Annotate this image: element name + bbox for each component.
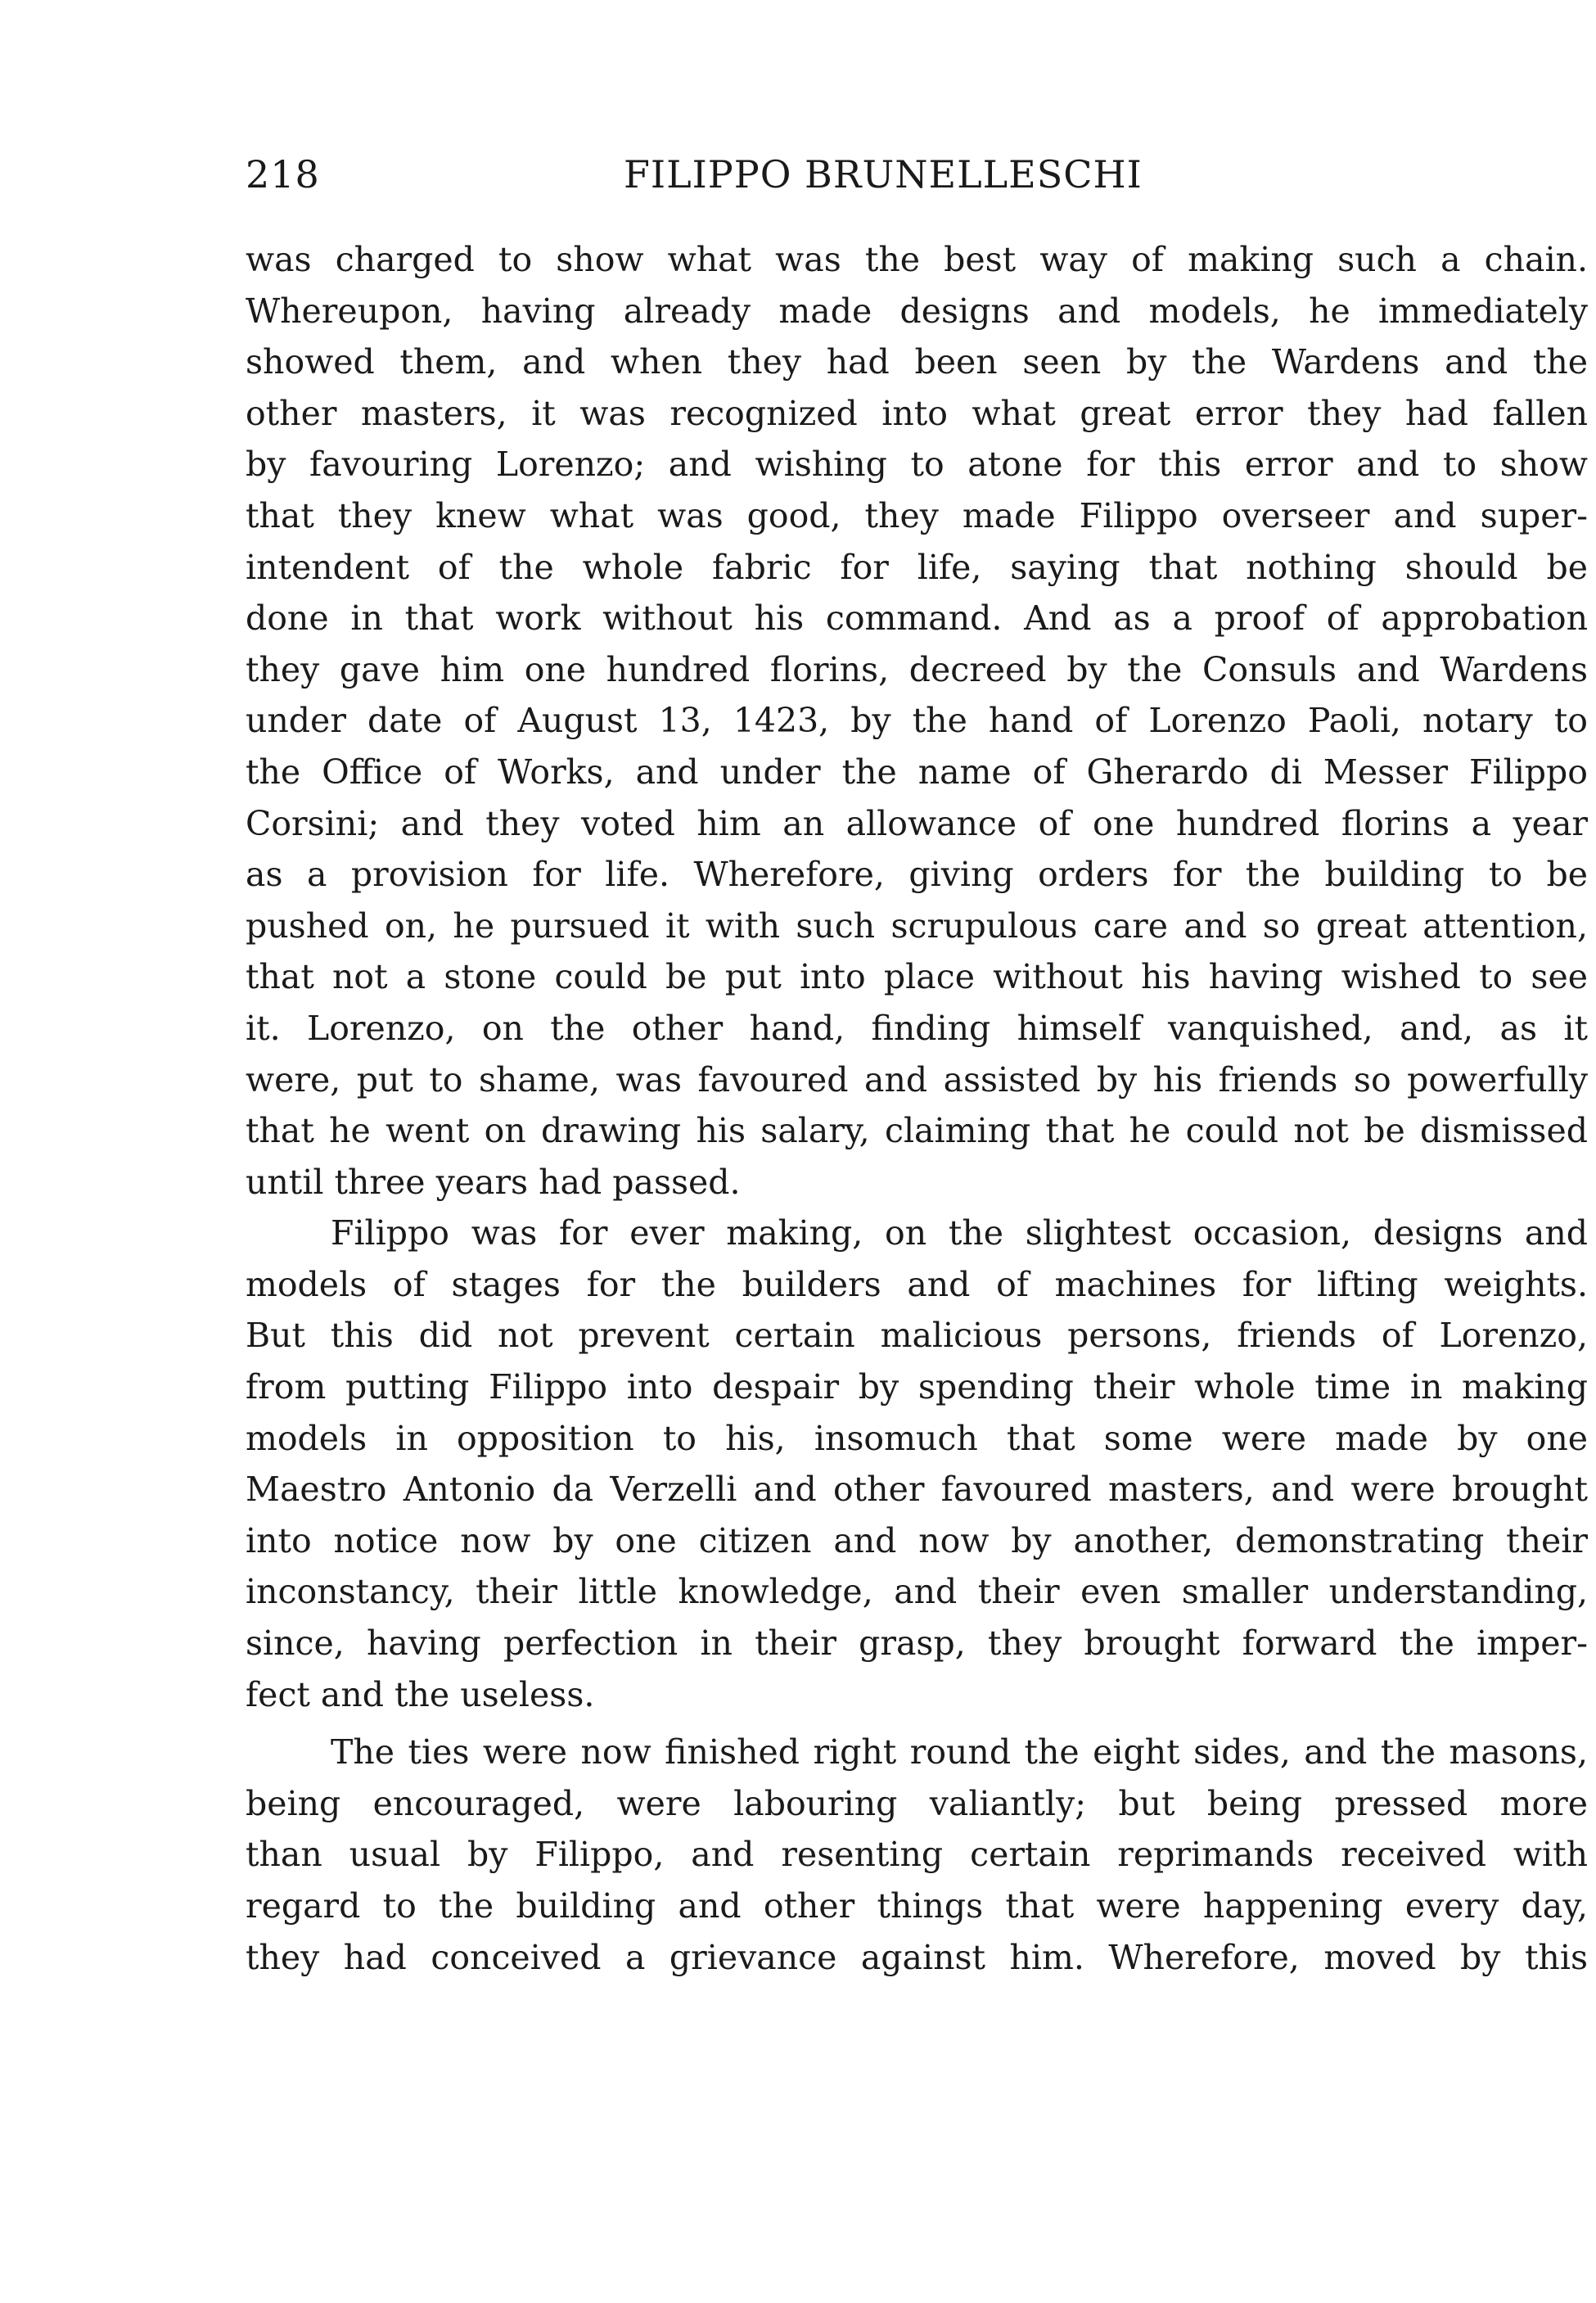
- running-title: FILIPPO BRUNELLESCHI: [624, 152, 1143, 196]
- text-line: Maestro Antonio da Verzelli and other favoured masters, and were brought: [246, 1470, 1588, 1510]
- page-header: [246, 152, 1588, 201]
- text-line: other masters, it was recognized into what great error they had fallen: [246, 393, 1588, 433]
- text-line: fect and the useless.: [246, 1674, 595, 1714]
- text-line: Corsini; and they voted him an allowance of one hundred florins a year: [246, 803, 1588, 843]
- text-line: as a provision for life. Wherefore, giving orders for the building to be: [246, 855, 1588, 895]
- text-line: until three years had passed.: [246, 1162, 741, 1202]
- text-line: Whereupon, having already made designs and models, he immediately: [246, 291, 1588, 331]
- text-line: being encouraged, were labouring valiantly; but being pressed more: [246, 1783, 1588, 1823]
- text-line: that he went on drawing his salary, claiming that he could not be dismissed: [246, 1111, 1588, 1151]
- text-line: that not a stone could be put into place without his having wished to see: [246, 957, 1588, 997]
- paragraph: [246, 234, 1588, 1208]
- text-line: by favouring Lorenzo; and wishing to atone for this error and to show: [246, 445, 1588, 485]
- text-line: inconstancy, their little knowledge, and their even smaller understanding,: [246, 1572, 1588, 1612]
- text-line: models in opposition to his, insomuch that some were made by one: [246, 1418, 1588, 1458]
- text-line: since, having perfection in their grasp, they brought forward the imper-: [246, 1623, 1588, 1664]
- text-line: pushed on, he pursued it with such scrupulous care and so great attention,: [246, 905, 1588, 946]
- text-line: intendent of the whole fabric for life, saying that nothing should be: [246, 547, 1588, 587]
- text-line: that they knew what was good, they made Filippo overseer and super-: [246, 495, 1588, 535]
- text-line: were, put to shame, was favoured and assisted by his friends so powerfully: [246, 1059, 1588, 1100]
- text-line: was charged to show what was the best way of making such a chain.: [246, 240, 1588, 279]
- body-text: [246, 234, 1588, 1983]
- text-line: it. Lorenzo, on the other hand, finding himself vanquished, and, as it: [246, 1008, 1588, 1048]
- text-line: The ties were now finished right round the eight sides, and the masons,: [331, 1732, 1588, 1772]
- text-line: from putting Filippo into despair by spending their whole time in making: [246, 1367, 1588, 1407]
- text-line: But this did not prevent certain malicious persons, friends of Lorenzo,: [246, 1316, 1588, 1356]
- text-line: models of stages for the builders and of machines for lifting weights.: [246, 1264, 1588, 1304]
- text-line: into notice now by one citizen and now by another, demonstrating their: [246, 1520, 1588, 1560]
- text-line: regard to the building and other things that were happening every day,: [246, 1886, 1588, 1926]
- text-line: they had conceived a grievance against him. Wherefore, moved by this: [246, 1937, 1588, 1977]
- text-line: the Office of Works, and under the name of Gherardo di Messer Filippo: [246, 752, 1588, 792]
- text-line: they gave him one hundred florins, decreed by the Consuls and Wardens: [246, 649, 1588, 689]
- paragraph-gap: [246, 1720, 1588, 1727]
- paragraph: [246, 1727, 1588, 1983]
- text-line: Filippo was for ever making, on the slightest occasion, designs and: [331, 1213, 1588, 1253]
- page-number: 218: [246, 152, 320, 196]
- text-line: done in that work without his command. And as a proof of approbation: [246, 598, 1588, 639]
- text-line: than usual by Filippo, and resenting certain reprimands received with: [246, 1835, 1588, 1875]
- text-line: under date of August 13, 1423, by the hand of Lorenzo Paoli, notary to: [246, 701, 1588, 741]
- text-line: showed them, and when they had been seen by the Wardens and the: [246, 342, 1588, 382]
- paragraph: [246, 1208, 1588, 1720]
